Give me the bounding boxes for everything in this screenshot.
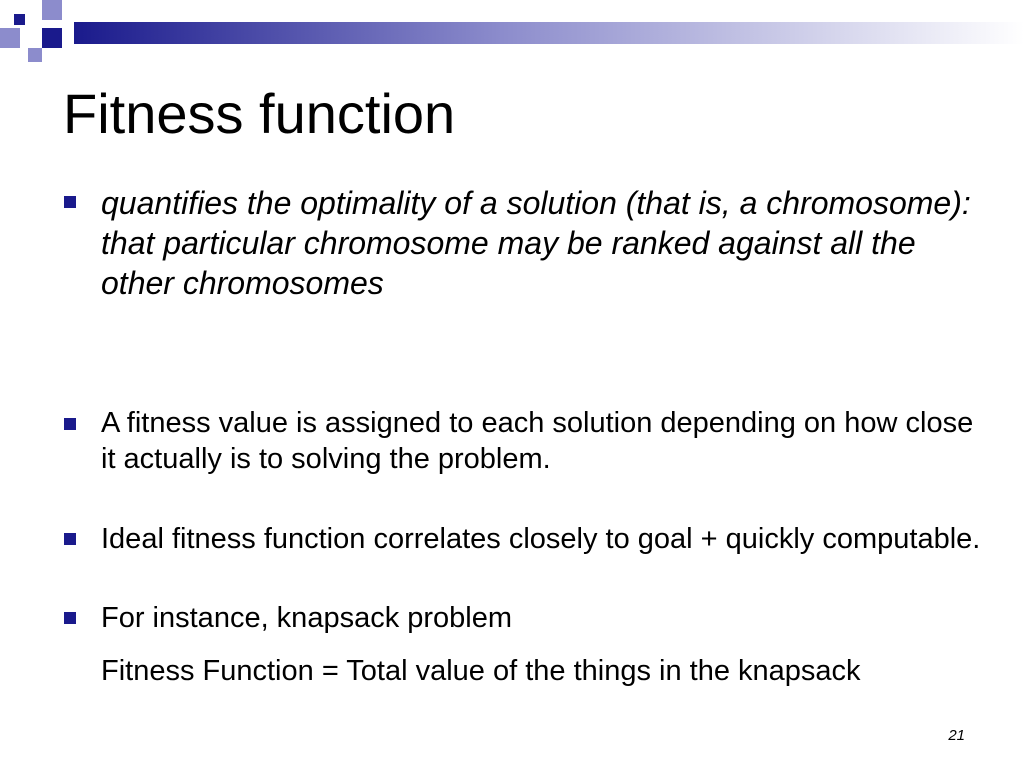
slide-number: 21 [948,727,965,744]
square-bullet-icon [64,612,76,624]
knapsack-fitness-formula: Fitness Function = Total value of the things in the knapsack [101,655,861,687]
deco-square-navy [42,28,62,48]
header-decoration [0,0,1024,66]
bullet-knapsack-example: For instance, knapsack problem [101,602,513,634]
bullet-definition: quantifies the optimality of a solution (that is, a chromosome): that particular chromosome may be ranked against all the other chromosomes [101,185,971,301]
deco-square-periwinkle-top [42,0,62,20]
bullet-ideal-fitness: Ideal fitness function correlates closely to goal + quickly computable. [101,523,981,555]
deco-square-periwinkle-bottom [28,48,42,62]
square-bullet-icon [64,196,76,208]
bullet-fitness-value: A fitness value is assigned to each solution depending on how close it actually is to solving the problem. [101,407,974,475]
slide-title: Fitness function [63,82,456,145]
deco-square-small-navy [14,14,25,25]
deco-square-periwinkle-left [0,28,20,48]
square-bullet-icon [64,418,76,430]
gradient-bar [74,22,1024,44]
square-bullet-icon [64,533,76,545]
